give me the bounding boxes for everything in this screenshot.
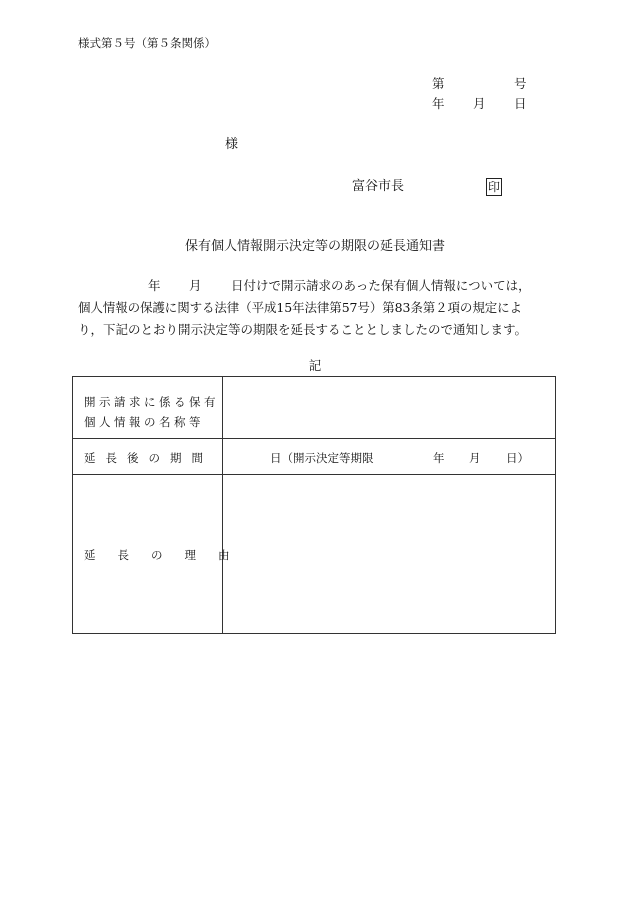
body-month: 月 <box>189 278 202 293</box>
period-day-text: 日（開示決定等期限 <box>270 451 374 465</box>
info-name-label <box>84 392 219 432</box>
body-paragraph <box>78 280 568 346</box>
document-number-suffix: 号 <box>514 76 527 91</box>
row-label-cell <box>73 377 223 438</box>
addressee-honorific: 様 <box>225 137 239 152</box>
table-row <box>73 377 555 439</box>
body-line-1-text: 日付けで開示請求のあった保有個人情報については， <box>231 278 531 293</box>
body-line-1 <box>78 280 568 302</box>
extended-period-label: 延長後の期間 <box>84 451 213 465</box>
extension-reason-value-cell[interactable] <box>223 474 555 633</box>
table-row <box>73 438 555 475</box>
period-year: 年 <box>433 451 445 465</box>
body-line-3: り，下記のとおり開示決定等の期限を延長することとしましたので通知します。 <box>78 322 528 337</box>
row-label-cell <box>73 438 223 474</box>
extension-reason-label: 延長の理由 <box>84 548 252 562</box>
period-month: 月 <box>469 451 481 465</box>
document-title: 保有個人情報開示決定等の期限の延長通知書 <box>184 239 445 254</box>
extended-period-value-cell[interactable] <box>223 438 555 474</box>
body-line-2: 個人情報の保護に関する法律（平成15年法律第57号）第83条第２項の規定によ <box>78 300 522 315</box>
period-day-close: 日） <box>506 451 529 465</box>
row-label-cell <box>73 474 252 633</box>
info-name-label-line-1: 開示請求に係る保有 <box>84 395 219 409</box>
details-table <box>72 376 556 634</box>
ki-heading: 記 <box>308 358 322 373</box>
date-day: 日 <box>514 96 527 111</box>
info-name-label-line-2: 個人情報の名称等 <box>84 415 204 429</box>
form-number: 様式第５号（第５条関係） <box>78 36 216 50</box>
info-name-value-cell[interactable] <box>223 377 555 438</box>
body-year: 年 <box>148 278 161 293</box>
date-month: 月 <box>473 96 486 111</box>
table-row <box>73 474 555 633</box>
sender-title: 富谷市長 <box>352 179 405 194</box>
date-year: 年 <box>432 96 445 111</box>
document-number-prefix: 第 <box>432 76 445 91</box>
seal-mark: 印 <box>487 180 500 194</box>
